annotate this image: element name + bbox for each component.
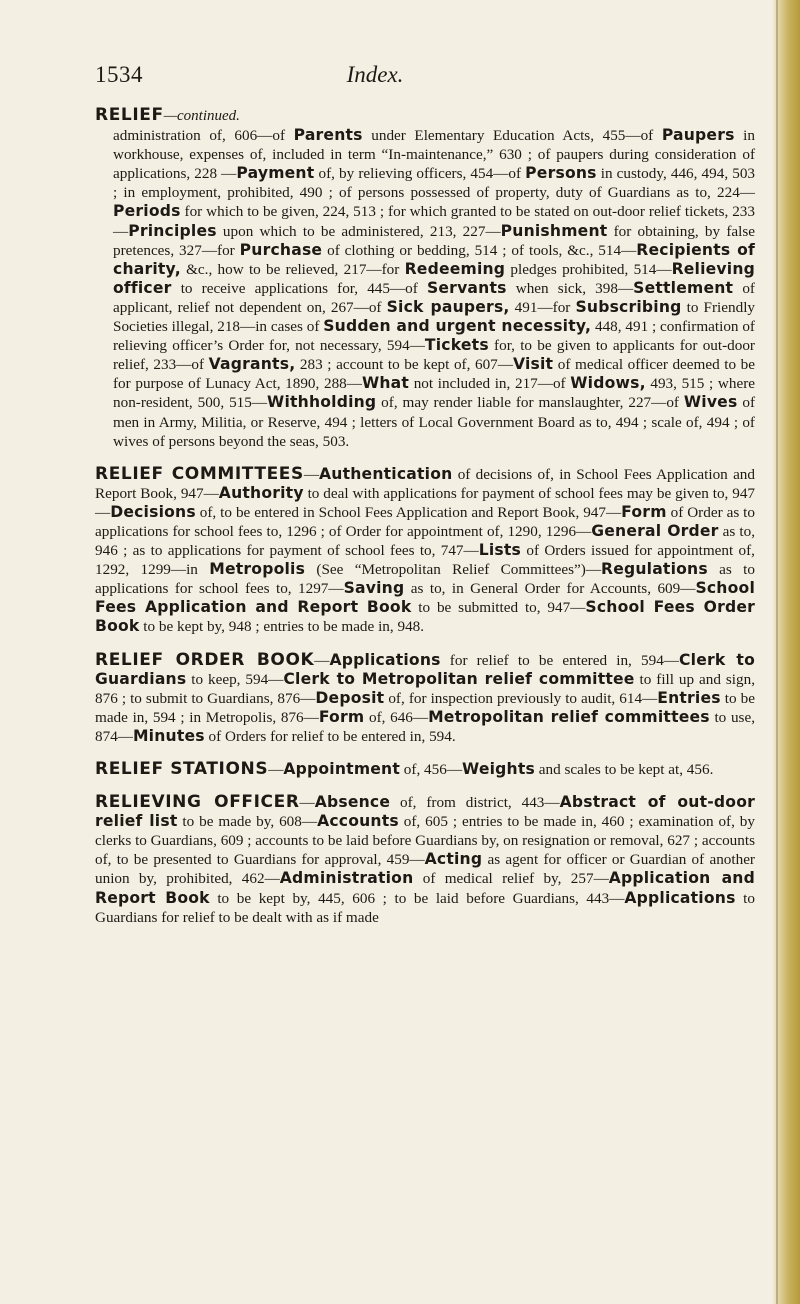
index-keyword: Abstract of out-door relief list — [95, 793, 755, 831]
index-keyword: Clerk to Metropolitan relief committee — [283, 669, 635, 688]
index-keyword: Tickets — [424, 336, 489, 355]
entry-text-run: of decisions of, in School Fees Application and Report Book, 947— — [95, 465, 755, 502]
entry-text — [95, 106, 755, 451]
index-keyword: Decisions — [110, 502, 196, 521]
entry-text-run: administration of, 606—of — [113, 127, 294, 145]
entry-text-run: for obtaining, by false pretences, 327—for — [113, 222, 755, 259]
entry-text-run: of applicant, relief not dependent on, 267—of — [113, 279, 755, 316]
index-keyword: Sudden and urgent necessity, — [323, 317, 592, 336]
entry-body — [95, 463, 756, 636]
index-entry — [95, 760, 755, 779]
index-keyword: Punishment — [500, 221, 608, 240]
entry-text-run: 283 ; account to be kept of, 607— — [295, 356, 513, 374]
entry-text-run: to be kept by, 948 ; entries to be made in, 948. — [139, 618, 425, 636]
entry-text-run: — — [299, 794, 315, 812]
index-keyword: Relieving officer — [113, 259, 755, 297]
index-keyword: Subscribing — [575, 297, 682, 316]
entry-text-run: of men in Army, Militia, or Reserve, 494 ; letters of Local Government Board as to, 494 ; scale of, 494 ; of wives of persons beyond the seas, 503. — [113, 394, 755, 450]
index-keyword: Withholding — [267, 393, 377, 412]
index-keyword: What — [361, 374, 410, 393]
index-keyword: Saving — [343, 579, 405, 598]
running-title: Index. — [346, 62, 404, 87]
entry-body — [95, 794, 755, 926]
index-keyword: Recipients of charity, — [113, 240, 756, 278]
entry-text-run: of Orders for relief to be entered in, 594. — [204, 727, 456, 745]
index-keyword: Weights — [462, 760, 535, 778]
entry-text-run: — — [268, 761, 284, 778]
index-keyword: Applications — [624, 888, 736, 907]
index-keyword: Settlement — [633, 278, 734, 297]
entry-text-run: to receive applications for, 445—of — [171, 279, 427, 297]
entry-text-run: of, from district, 443— — [390, 794, 560, 812]
entry-text — [95, 651, 755, 746]
entry-text-run: to use, 874— — [95, 708, 755, 745]
index-entry — [95, 793, 755, 927]
index-keyword: Periods — [113, 202, 181, 221]
index-keyword: Visit — [512, 355, 554, 374]
entry-text-run: to Friendly Societies illegal, 218—in cases of — [113, 298, 756, 336]
index-keyword: School Fees Order Book — [95, 598, 755, 636]
index-keyword: Absence — [314, 793, 391, 812]
index-keyword: Purchase — [239, 240, 323, 259]
entry-text-run: to fill up and sign, 876 ; to submit to Guardians, 876— — [95, 670, 756, 707]
index-keyword: Redeeming — [404, 259, 506, 278]
entry-text-run: of clothing or bedding, 514 ; of tools, &c., 514— — [322, 241, 637, 259]
entry-text-run: to be made in, 594 ; in Metropolis, 876— — [95, 689, 755, 726]
entry-text-run: 448, 491 ; confirmation of relieving officer’s Order for, not necessary, 594— — [113, 318, 755, 355]
entry-text-run: of medical officer deemed to be for purpose of Lunacy Act, 1890, 288— — [113, 356, 756, 393]
index-keyword: Principles — [128, 221, 217, 240]
entry-heading: RELIEVING OFFICER — [95, 792, 300, 813]
index-keyword: Widows, — [570, 374, 646, 393]
entry-text-run: (See “Metropolitan Relief Committees”)— — [305, 561, 602, 579]
page-header — [95, 62, 755, 92]
entry-text-run: to Guardians for relief to be dealt with as if made — [95, 889, 755, 926]
entry-heading: RELIEF ORDER BOOK — [95, 649, 315, 670]
entry-text-run: of, for inspection previously to audit, 614— — [384, 689, 658, 707]
entry-text-run: to keep, 594— — [186, 670, 284, 688]
entry-text-run: as to applications for school fees to, 1297— — [95, 561, 755, 598]
entry-text-run: of Order as to applications for school fees to, 1296 ; of Order for appointment of, 1290, 1296— — [95, 503, 755, 540]
index-keyword: Metropolitan relief committees — [428, 707, 710, 726]
index-keyword: Regulations — [601, 560, 708, 579]
index-keyword: Vagrants, — [208, 355, 296, 374]
index-keyword: Applications — [329, 650, 441, 669]
entry-text-run: for which to be given, 224, 513 ; for which granted to be stated on out-door relief tickets, 233— — [113, 203, 755, 240]
index-keyword: Acting — [424, 850, 483, 869]
index-keyword: Form — [621, 502, 667, 521]
index-keyword: Authority — [218, 483, 304, 502]
entry-text-run: to be kept by, 445, 606 ; to be laid before Guardians, 443— — [209, 889, 625, 907]
index-entry — [95, 106, 755, 451]
entry-text-run: of, 456— — [400, 761, 463, 778]
index-keyword: Sick paupers, — [386, 297, 510, 316]
entry-heading: RELIEF COMMITTEES — [95, 463, 304, 484]
entry-text-run: of, by relieving officers, 454—of — [314, 165, 526, 183]
index-keyword: Administration — [279, 869, 414, 888]
entry-text-run: of, to be entered in School Fees Application and Report Book, 947— — [195, 503, 622, 521]
index-keyword: Accounts — [317, 812, 399, 831]
index-keyword: Appointment — [283, 760, 400, 778]
index-keyword: Metropolis — [209, 560, 306, 579]
entry-text-run: as to, 946 ; as to applications for payment of school fees to, 747— — [95, 522, 755, 560]
index-keyword: Persons — [525, 164, 597, 183]
index-entry — [95, 465, 755, 637]
entry-text-run: 491—for — [509, 298, 576, 316]
entry-text-run: under Elementary Education Acts, 455—of — [362, 127, 662, 145]
entry-text-run: to be made by, 608— — [177, 813, 318, 831]
entry-text-run: for, to be given to applicants for out-door relief, 233—of — [113, 337, 755, 374]
entry-text-run: — — [314, 651, 330, 669]
index-keyword: Clerk to Guardians — [95, 650, 755, 688]
index-keyword: Minutes — [132, 726, 205, 745]
entry-text — [95, 760, 755, 779]
entry-text-run: to be submitted to, 947— — [411, 599, 586, 617]
entry-text-run: not included in, 217—of — [409, 375, 571, 393]
index-keyword: Paupers — [661, 126, 735, 145]
entry-text-run: as to, in General Order for Accounts, 609— — [404, 580, 696, 598]
index-keyword: Authentication — [319, 464, 453, 483]
entry-text-run: — — [303, 465, 320, 483]
index-entry — [95, 651, 755, 746]
entry-text-run: of medical relief by, 257— — [413, 870, 609, 888]
entry-heading: RELIEF — [95, 105, 164, 125]
entry-text-run: for relief to be entered in, 594— — [440, 651, 679, 669]
index-keyword: School Fees Application and Report Book — [95, 579, 755, 617]
index-keyword: Payment — [236, 164, 315, 183]
index-keyword: Servants — [426, 278, 507, 297]
entry-body — [95, 126, 755, 451]
index-keyword: Lists — [478, 541, 522, 560]
entry-text-run: when sick, 398— — [506, 279, 634, 297]
entry-text-run: of, may render liable for manslaughter, 227—of — [376, 394, 684, 412]
entry-text-run: 493, 515 ; where non-resident, 500, 515— — [113, 375, 756, 412]
entry-text-run: of, 646— — [364, 708, 429, 726]
entry-text-run: pledges prohibited, 514— — [505, 260, 672, 278]
entry-text-run: of Orders issued for appointment of, 1292, 1299—in — [95, 542, 755, 579]
entry-text-run: to deal with applications for payment of school fees may be given to, 947— — [95, 484, 756, 521]
index-keyword: Entries — [657, 688, 721, 707]
entry-text — [95, 793, 755, 927]
entry-text-run: as agent for officer or Guardian of another union by, prohibited, 462— — [95, 851, 755, 888]
index-keyword: Application and Report Book — [95, 869, 755, 907]
binding-shadow-line — [776, 0, 778, 1304]
index-keyword: Parents — [293, 126, 363, 145]
entry-text-run: &c., how to be relieved, 217—for — [180, 260, 405, 278]
index-keyword: Deposit — [315, 688, 385, 707]
entry-heading: RELIEF STATIONS — [95, 759, 269, 779]
index-content — [95, 106, 755, 941]
index-keyword: Wives — [683, 393, 738, 412]
entry-text-run: of, 605 ; entries to be made in, 460 ; examination of, by clerks to Guardians, 609 ; accounts to be laid before Guardians by, on resignation or removal, 627 ; accounts of, to be presented to Guardians for approval, 459— — [95, 813, 755, 869]
entry-text-run: in custody, 446, 494, 503 ; in employment, prohibited, 490 ; of persons possessed of property, duty of Guardians as to, 224— — [113, 165, 756, 202]
index-keyword: General Order — [591, 521, 719, 540]
entry-text — [95, 465, 755, 637]
entry-text-run: in workhouse, expenses of, included in term “In-maintenance,” 630 ; of paupers during consideration of applications, 228 — — [113, 127, 755, 183]
page-number: 1534 — [95, 62, 143, 87]
index-keyword: Form — [318, 707, 365, 726]
entry-text-run: and scales to be kept at, 456. — [534, 761, 714, 778]
entry-body — [268, 761, 713, 778]
entry-continued-label: —continued. — [163, 108, 240, 124]
entry-text-run: upon which to be administered, 213, 227— — [216, 222, 501, 240]
